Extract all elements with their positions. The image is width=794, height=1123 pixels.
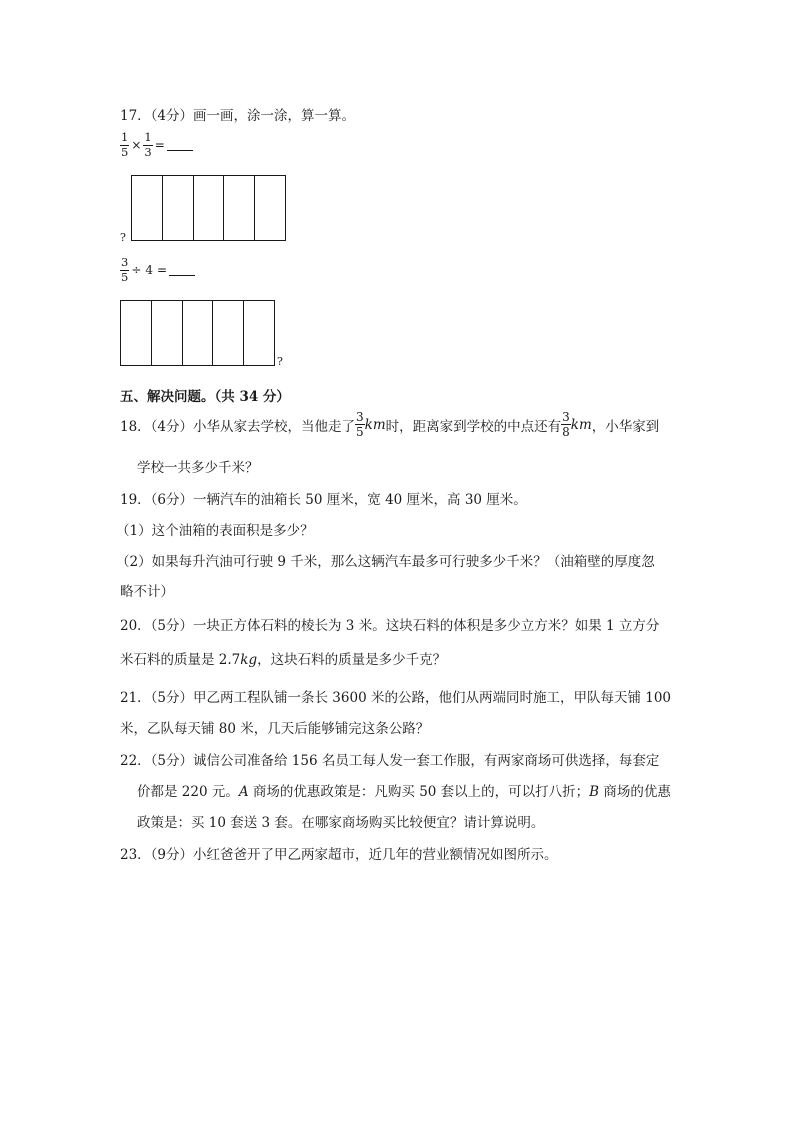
fraction: $\frac{1}{5}$ bbox=[121, 130, 129, 159]
q17-expression-1: $\frac{1}{5}$ × $\frac{1}{3}$ = bbox=[120, 132, 193, 158]
drawing-grid-2[interactable] bbox=[120, 300, 275, 366]
grid-cell[interactable] bbox=[213, 301, 244, 365]
fraction: $\frac{1}{3}$ bbox=[144, 130, 152, 159]
grid-cell[interactable] bbox=[183, 301, 214, 365]
q20-line-2: 米石料的质量是 2.7kg，这块石料的质量是多少千克？ bbox=[120, 652, 447, 668]
missing-image-marker: ? bbox=[120, 231, 126, 244]
missing-image-marker: ? bbox=[277, 355, 283, 368]
grid-cell[interactable] bbox=[224, 176, 255, 240]
q17-expression-2: $\frac{3}{5}$ ÷ 4 = bbox=[120, 257, 195, 283]
grid-cell[interactable] bbox=[244, 301, 274, 365]
fraction: $\frac{3}{8}$ bbox=[562, 410, 570, 439]
q21-line-2: 米，乙队每天铺 80 米，几天后能够铺完这条公路？ bbox=[120, 721, 430, 737]
fraction: $\frac{3}{5}$ bbox=[356, 410, 364, 439]
answer-blank[interactable] bbox=[169, 265, 195, 276]
grid-cell[interactable] bbox=[152, 301, 183, 365]
q22-line-2: 价都是 220 元。A 商场的优惠政策是：凡购买 50 套以上的，可以打八折；B 商场的优惠 bbox=[137, 784, 671, 800]
q17-text: 17．（4分）画一画，涂一涂，算一算。 bbox=[120, 108, 356, 124]
q20-line-1: 20．（5分）一块正方体石料的棱长为 3 米。这块石料的体积是多少立方米？如果 1 立方分 bbox=[120, 618, 660, 634]
section-heading: 五、解决问题。（共 34 分） bbox=[120, 389, 290, 405]
grid-cell[interactable] bbox=[121, 301, 152, 365]
grid-cell[interactable] bbox=[255, 176, 285, 240]
q18-line-1: 18．（4分）小华从家去学校，当他走了 $\frac{3}{5}$ km 时，距离家到学校的中点还有 $\frac{3}{8}$ km ，小华家到 bbox=[120, 410, 660, 439]
q19-sub-1: （1）这个油箱的表面积是多少？ bbox=[116, 523, 314, 539]
q22-line-3: 政策是：买 10 套送 3 套。在哪家商场购买比较便宜？请计算说明。 bbox=[137, 815, 545, 831]
answer-blank[interactable] bbox=[167, 140, 193, 151]
drawing-grid-1[interactable] bbox=[131, 175, 286, 241]
q18-line-2: 学校一共多少千米？ bbox=[137, 460, 259, 476]
q19-sub-2-line-1: （2）如果每升汽油可行驶 9 千米，那么这辆汽车最多可行驶多少千米？（油箱壁的厚度忽 bbox=[116, 554, 655, 570]
q21-line-1: 21．（5分）甲乙两工程队铺一条长 3600 米的公路，他们从两端同时施工，甲队每天铺 100 bbox=[120, 690, 672, 706]
fraction: $\frac{3}{5}$ bbox=[121, 255, 129, 284]
q19-text: 19．（6分）一辆汽车的油箱长 50 厘米，宽 40 厘米，高 30 厘米。 bbox=[120, 492, 527, 508]
q23-text: 23．（9分）小红爸爸开了甲乙两家超市，近几年的营业额情况如图所示。 bbox=[120, 847, 558, 863]
grid-cell[interactable] bbox=[163, 176, 194, 240]
q19-sub-2-line-2: 略不计） bbox=[120, 584, 174, 600]
grid-cell[interactable] bbox=[132, 176, 163, 240]
q22-line-1: 22．（5分）诚信公司准备给 156 名员工每人发一套工作服，有两家商场可供选择，每套定 bbox=[120, 753, 660, 769]
grid-cell[interactable] bbox=[194, 176, 225, 240]
